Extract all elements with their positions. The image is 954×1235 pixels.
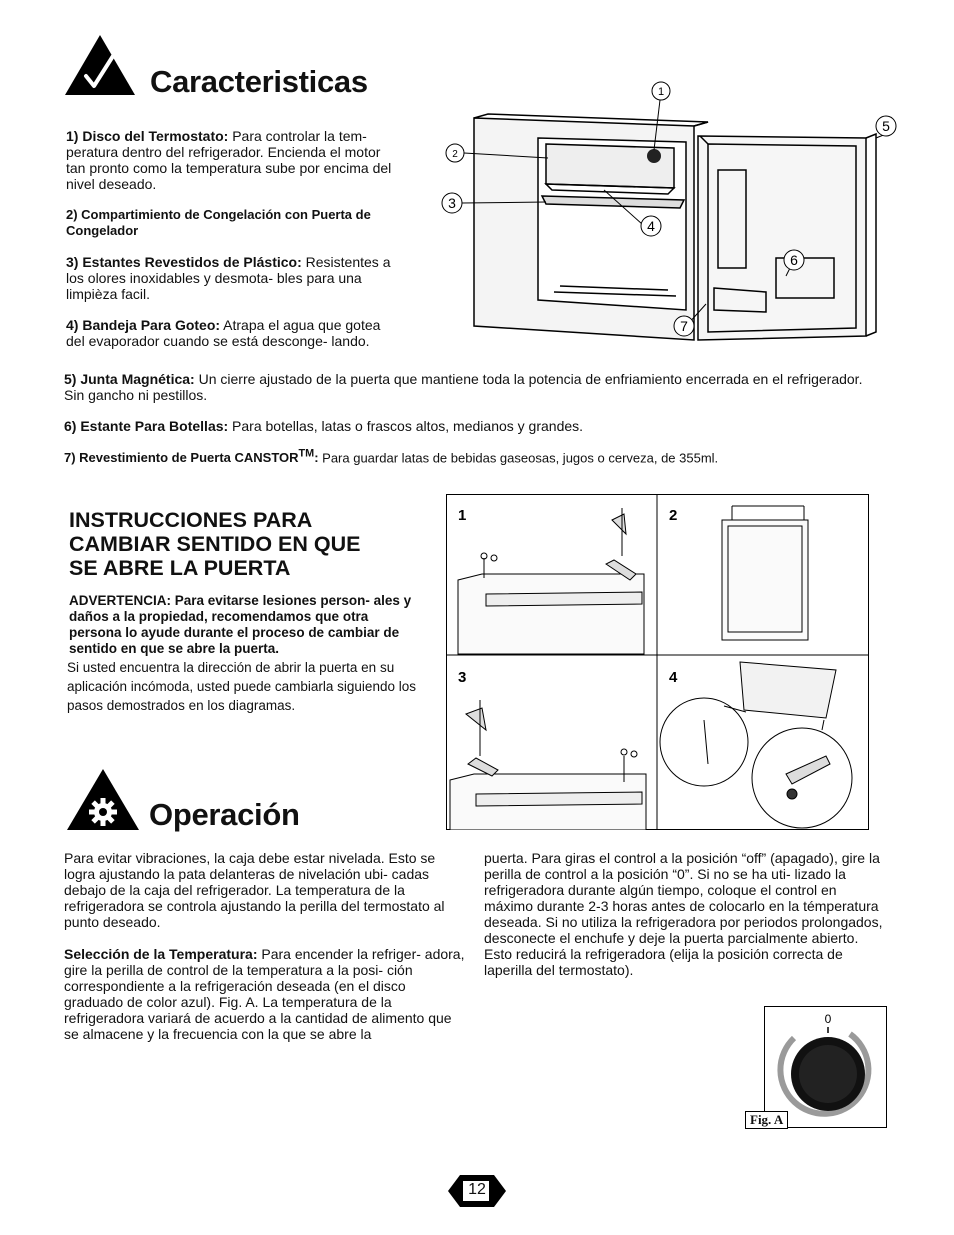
- panel-label-4: 4: [669, 669, 678, 686]
- features-list-wide: [64, 371, 884, 466]
- panel-label-2: 2: [669, 507, 678, 524]
- svg-text:1: 1: [657, 86, 665, 98]
- callout-3: [442, 193, 462, 213]
- instructions-title-line-1: INSTRUCCIONES PARA: [69, 508, 313, 532]
- instructions-title-line-3: SE ABRE LA PUERTA: [69, 556, 291, 580]
- instructions-note: Si usted encuentra la dirección de abrir la puerta en su aplicación incómoda, usted puede cambiarla siguiendo los pasos demostrados en los diagramas.: [67, 660, 416, 713]
- feature-item-1: 1) Disco del Termostato: Para controlar la tem- peratura dentro del refrigerador. Encienda el motor tan pronto como la temperatura sube por encima del nivel deseado.: [66, 128, 392, 192]
- door-reversal-diagrams: [446, 494, 869, 830]
- checkmark-warning-icon: [64, 34, 136, 96]
- callout-6: [784, 250, 804, 270]
- operation-column-2: puerta. Para giras el control a la posición “off” (apagado), gire la perilla de control a la posición “0”. Si no se ha uti- lizado la refrigeradora durante algún tiempo, coloque el control en máximo durante 2-3 horas antes de colocarlo en la témperatura deseada. Si no utiliza la refrigeradora por periodos prolongados, desconecte el enchufe y deje la puerta parcialmente abierto. Esto reducirá la refrigeradora (elija la posición correcta de laperilla del termostato).: [484, 850, 883, 978]
- page-number: 12: [468, 1181, 486, 1198]
- features-list: [66, 128, 401, 364]
- section-title-operation: Operación: [149, 797, 300, 832]
- panel-label-1: 1: [458, 507, 467, 524]
- svg-text:4: 4: [647, 218, 655, 234]
- callout-4: [641, 216, 661, 236]
- callout-1: [652, 82, 670, 100]
- feature-item-7: 7) Revestimiento de Puerta CANSTOR™: Para guardar latas de bebidas gaseosas, jugos o cerveza, de 355ml.: [64, 448, 719, 466]
- gear-warning-icon: [66, 768, 140, 831]
- section-title-features: Caracteristicas: [150, 64, 368, 99]
- feature-item-6: 6) Estante Para Botellas: Para botellas, latas o frascos altos, medianos y grandes.: [64, 418, 584, 434]
- svg-text:2: 2: [452, 149, 458, 160]
- svg-text:7: 7: [680, 318, 688, 334]
- operation-column-1: [64, 850, 468, 1042]
- panel-label-3: 3: [458, 669, 467, 686]
- instructions-warning: ADVERTENCIA: Para evitarse lesiones person- ales y daños a la propiedad, recomendamos que otra persona lo ayude durante el proceso de cambiar de sentido en que se abre la puerta.: [69, 593, 412, 656]
- feature-item-3: 3) Estantes Revestidos de Plástico: Resistentes a los olores inoxidables y desmota- bles para una limpièza facil.: [66, 254, 391, 302]
- dial-zero-mark: 0: [824, 1012, 832, 1026]
- feature-item-5: 5) Junta Magnética: Un cierre ajustado de la puerta que mantiene toda la potencia de enfriamiento encerrada en el refrigerador. Sin gancho ni pestillos.: [64, 371, 863, 403]
- svg-text:6: 6: [790, 252, 798, 268]
- operation-paragraph-temperature: Selección de la Temperatura: Para encender la refriger- adora, gire la perilla de control de la temperatura a la posi- ción correspondiente a la refrigeración deseada (en el disco graduado de color azul). Fig. A. La temperatura de la refrigeradora variará de acuerdo a la cantidad de alimento que se almacene y la frecuencia con la que se abre la: [64, 946, 465, 1042]
- callout-7: [674, 316, 694, 336]
- callout-5: [876, 116, 896, 136]
- feature-item-2: 2) Compartimiento de Congelación con Puerta de Congelador: [66, 207, 371, 238]
- svg-text:3: 3: [448, 195, 456, 211]
- callout-2: [446, 144, 464, 162]
- instructions-block: [69, 508, 429, 657]
- figure-label: Fig. A: [745, 1111, 788, 1129]
- instructions-title-line-2: CAMBIAR SENTIDO EN QUE: [69, 532, 361, 556]
- refrigerator-diagram: [436, 78, 906, 350]
- operation-paragraph-1: Para evitar vibraciones, la caja debe estar nivelada. Esto se logra ajustando la pata delanteras de nivelación ubi- cadas debajo de la caja del refrigerador. La temperatura de la refrigeradora se controla ajustando la perilla del termostato al punto deseado.: [64, 850, 445, 930]
- svg-text:5: 5: [882, 118, 890, 134]
- feature-item-4: 4) Bandeja Para Goteo: Atrapa el agua que gotea del evaporador cuando se está desconge- lando.: [66, 317, 381, 349]
- thermostat-dial-figure: [764, 1006, 888, 1128]
